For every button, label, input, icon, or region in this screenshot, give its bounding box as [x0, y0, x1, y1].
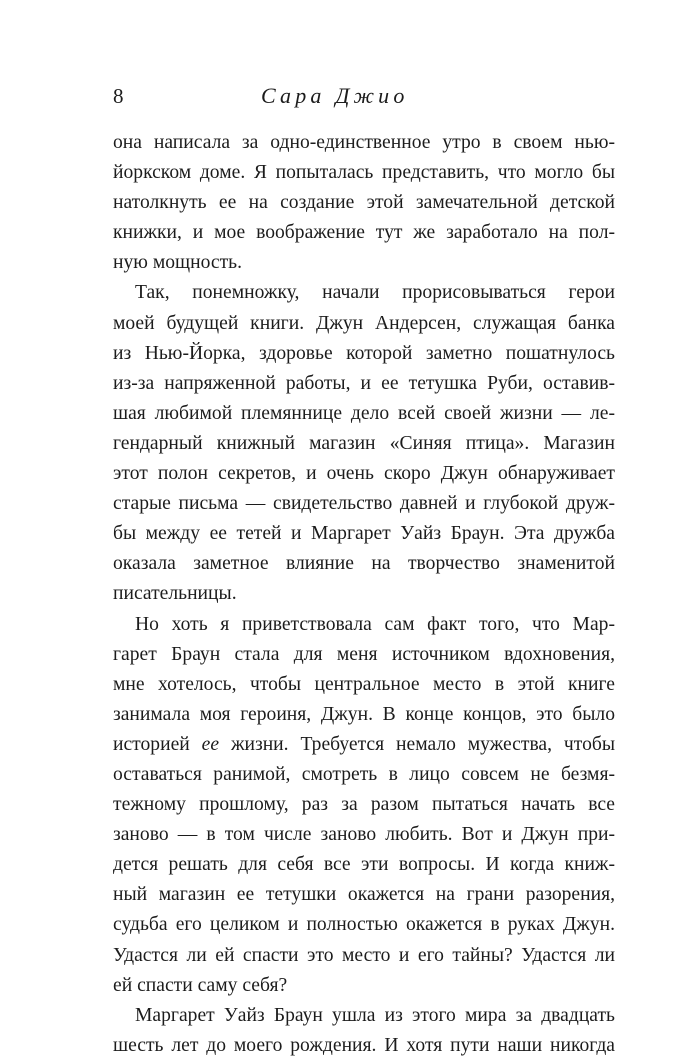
- text-line: шая любимой племяннице дело всей своей жизни — ле-: [113, 402, 615, 424]
- text-line: тежному прошлому, раз за разом пытаться начать все: [113, 794, 615, 816]
- text-line: занимала моя героиня, Джун. В конце концов, это было: [113, 703, 615, 725]
- text-line: писательницы.: [113, 583, 237, 605]
- running-title-author: Сара Джио: [261, 83, 409, 108]
- text-line: дется решать для себя все эти вопросы. И когда книж-: [113, 854, 615, 876]
- text-line: этот полон секретов, и очень скоро Джун обнаруживает: [113, 463, 615, 485]
- text-line: из Нью-Йорка, здоровье которой заметно пошатнулось: [113, 342, 615, 364]
- text-line: бы между ее тетей и Маргарет Уайз Браун. Эта дружба: [113, 523, 615, 545]
- text-line: Удастся ли ей спасти это место и его тайны? Удастся ли: [113, 944, 615, 966]
- text-line: судьба его целиком и полностью окажется в руках Джун.: [113, 914, 615, 936]
- text-line: из-за напряженной работы, и ее тетушка Руби, оставив-: [113, 372, 615, 394]
- emphasis-text: ее: [201, 733, 220, 755]
- text-line: натолкнуть ее на создание этой замечательной детской: [113, 192, 615, 214]
- paragraph: [113, 128, 615, 278]
- text-line: Но хоть я приветствовала сам факт того, что Мар-: [135, 613, 615, 635]
- paragraph: [113, 278, 615, 609]
- paragraph: [113, 1001, 615, 1061]
- text-line: ный магазин ее тетушки окажется на грани разорения,: [113, 884, 615, 906]
- text-line: йоркском доме. Я попыталась представить, что могло бы: [113, 162, 615, 184]
- text-line: ей спасти саму себя?: [113, 974, 288, 996]
- text-line: оставаться ранимой, смотреть в лицо совсем не безмя-: [113, 763, 615, 785]
- text-line: моей будущей книги. Джун Андерсен, служащая банка: [113, 312, 615, 334]
- text-line: старые письма — свидетельство давней и глубокой друж-: [113, 493, 615, 515]
- text-line: шесть лет до моего рождения. И хотя пути наши никогда: [113, 1034, 615, 1056]
- paragraph: [113, 610, 615, 1001]
- text-line: Так, понемножку, начали прорисовываться герои: [135, 282, 615, 304]
- text-segment: историей: [113, 733, 190, 755]
- text-line: она написала за одно-единственное утро в своем нью-: [113, 132, 615, 153]
- text-line: заново — в том числе заново любить. Вот и Джун при-: [113, 824, 615, 846]
- body-text: [113, 128, 615, 1061]
- text-line: книжки, и мое воображение тут же заработало на пол-: [113, 222, 615, 244]
- text-line: мне хотелось, чтобы центральное место в этой книге: [113, 673, 615, 695]
- text-line: ную мощность.: [113, 252, 242, 274]
- text-line: оказала заметное влияние на творчество знаменитой: [113, 553, 615, 575]
- text-line: Маргарет Уайз Браун ушла из этого мира за двадцать: [135, 1004, 615, 1026]
- page-number: 8: [113, 84, 124, 108]
- running-head: [113, 83, 615, 113]
- text-line: гендарный книжный магазин «Синяя птица». Магазин: [113, 432, 615, 454]
- text-line: гарет Браун стала для меня источником вдохновения,: [113, 643, 615, 665]
- text-line: [113, 730, 615, 760]
- text-segment: жизни. Требуется немало мужества, чтобы: [230, 733, 615, 755]
